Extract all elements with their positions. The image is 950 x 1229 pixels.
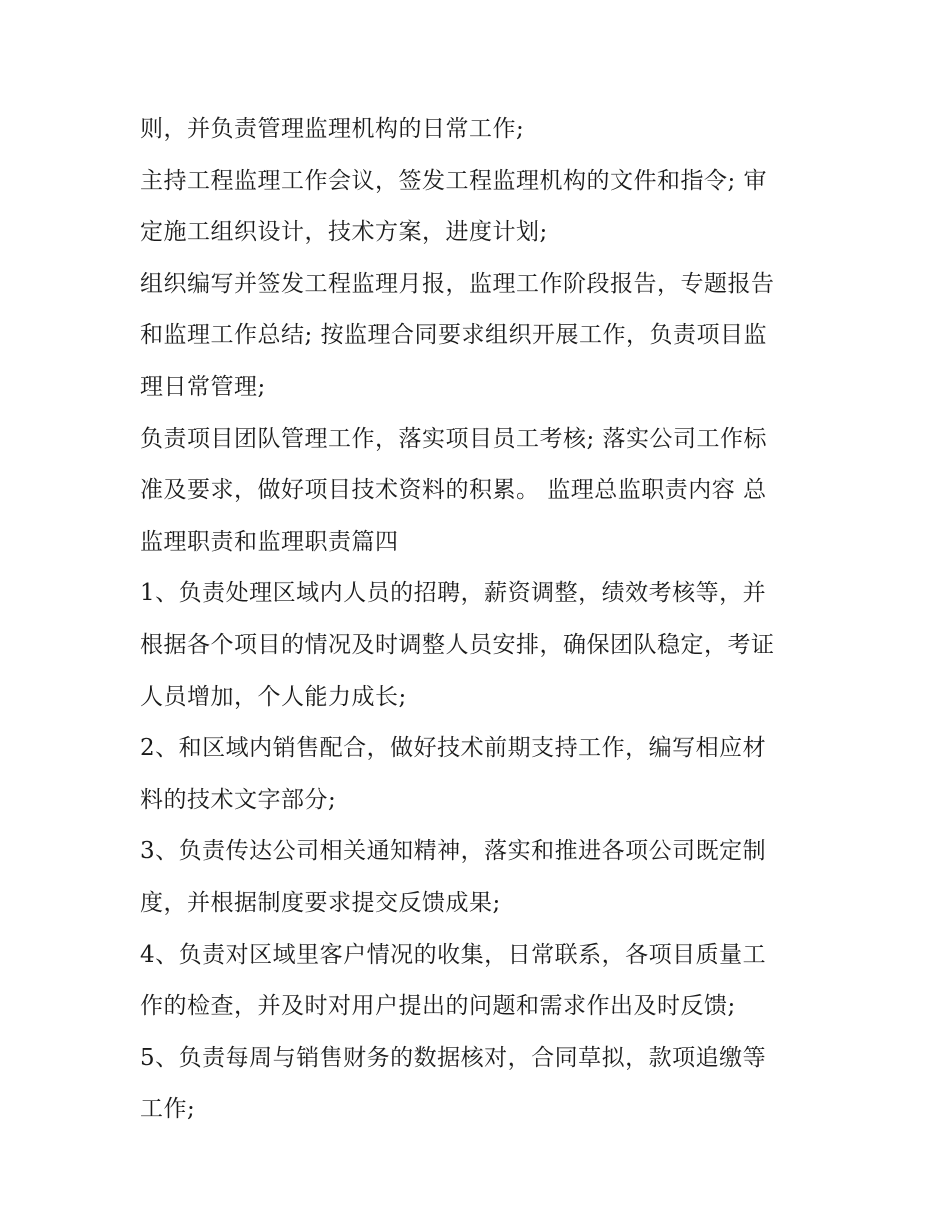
text-line: 和监理工作总结; 按监理合同要求组织开展工作，负责项目监 (140, 322, 768, 349)
list-item: 1、负责处理区域内人员的招聘，薪资调整，绩效考核等，并 (140, 580, 767, 607)
section-heading: 监理职责和监理职责篇四 (140, 528, 399, 555)
text-line: 作的检查，并及时对用户提出的问题和需求作出及时反馈; (140, 993, 736, 1020)
text-line: 度，并根据制度要求提交反馈成果; (140, 889, 501, 916)
text-line: 准及要求，做好项目技术资料的积累。 监理总监职责内容 总 (140, 477, 767, 504)
document-body (140, 104, 820, 1136)
text-line: 组织编写并签发工程监理月报，监理工作阶段报告，专题报告 (140, 270, 775, 297)
text-line: 理日常管理; (140, 373, 266, 400)
text-line: 主持工程监理工作会议，签发工程监理机构的文件和指令; 审 (140, 167, 768, 194)
text-line: 根据各个项目的情况及时调整人员安排，确保团队稳定，考证 (140, 631, 775, 658)
text-line: 负责项目团队管理工作，落实项目员工考核; 落实公司工作标 (140, 425, 768, 452)
text-line: 定施工组织设计，技术方案，进度计划; (140, 219, 548, 246)
text-line: 料的技术文字部分; (140, 786, 337, 813)
text-line: 人员增加，个人能力成长; (140, 683, 407, 710)
list-item: 5、负责每周与销售财务的数据核对，合同草拟，款项追缴等 (140, 1044, 767, 1071)
list-item: 3、负责传达公司相关通知精神，落实和推进各项公司既定制 (140, 838, 767, 865)
text-line: 则，并负责管理监理机构的日常工作; (140, 116, 525, 142)
text-line: 工作; (140, 1096, 196, 1123)
list-item: 2、和区域内销售配合，做好技术前期支持工作，编写相应材 (140, 735, 767, 762)
list-item: 4、负责对区域里客户情况的收集，日常联系，各项目质量工 (140, 941, 767, 968)
